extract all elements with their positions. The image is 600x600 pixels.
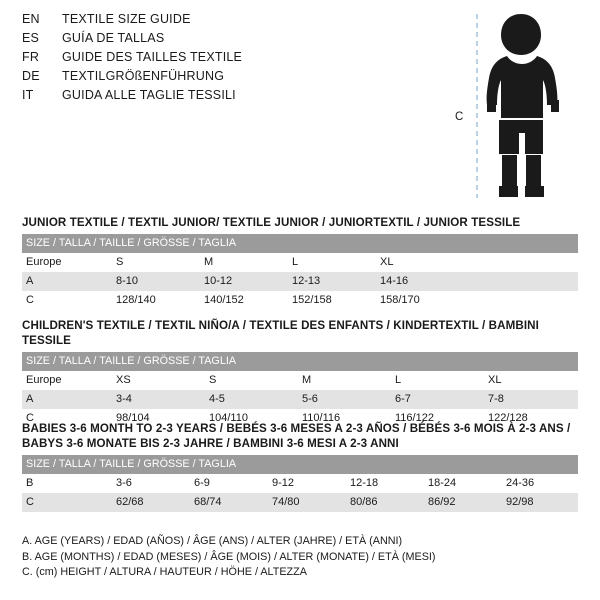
cell: S bbox=[205, 371, 298, 390]
cell: 122/128 bbox=[484, 409, 578, 428]
guide-title: GUIDE DES TAILLES TEXTILE bbox=[62, 50, 243, 64]
cell: 110/116 bbox=[298, 409, 391, 428]
figure-area bbox=[455, 8, 590, 203]
table-header-row bbox=[22, 352, 578, 371]
cell: 74/80 bbox=[268, 493, 346, 512]
cell: 24-36 bbox=[502, 474, 578, 493]
row-key: Europe bbox=[22, 253, 112, 272]
language-code: FR bbox=[22, 50, 40, 64]
row-key: C bbox=[22, 493, 112, 512]
row-key: C bbox=[22, 409, 112, 428]
cell: 10-12 bbox=[200, 272, 288, 291]
legend-item-age-months: B. AGE (MONTHS) / EDAD (MESES) / ÂGE (MOIS) / ALTER (MONATE) / ETÀ (MESI) bbox=[22, 550, 436, 563]
cell: 92/98 bbox=[502, 493, 578, 512]
language-code: ES bbox=[22, 31, 40, 45]
row-key: Europe bbox=[22, 371, 112, 390]
cell: XL bbox=[484, 371, 578, 390]
row-key: A bbox=[22, 272, 112, 291]
cell: 80/86 bbox=[346, 493, 424, 512]
cell: 9-12 bbox=[268, 474, 346, 493]
cell: 62/68 bbox=[112, 493, 190, 512]
cell: M bbox=[298, 371, 391, 390]
cell: 86/92 bbox=[424, 493, 502, 512]
cell: 128/140 bbox=[112, 291, 200, 310]
cell-empty bbox=[464, 272, 578, 291]
cell: 6-9 bbox=[190, 474, 268, 493]
table-row bbox=[22, 474, 578, 493]
header-row bbox=[22, 12, 442, 31]
legend bbox=[22, 534, 578, 581]
table-row bbox=[22, 493, 578, 512]
height-dimension-label: C bbox=[455, 111, 464, 123]
cell: 6-7 bbox=[391, 390, 484, 409]
junior-size-table bbox=[22, 234, 578, 310]
cell: XS bbox=[112, 371, 205, 390]
table-row bbox=[22, 291, 578, 310]
cell: 12-18 bbox=[346, 474, 424, 493]
row-key: B bbox=[22, 474, 112, 493]
cell: XL bbox=[376, 253, 464, 272]
cell: L bbox=[288, 253, 376, 272]
section-title: JUNIOR TEXTILE / TEXTIL JUNIOR/ TEXTILE JUNIOR / JUNIORTEXTIL / JUNIOR TESSILE bbox=[22, 216, 521, 229]
guide-title: GUIDA ALLE TAGLIE TESSILI bbox=[62, 88, 236, 102]
table-header-row bbox=[22, 234, 578, 253]
size-header-label: SIZE / TALLA / TAILLE / GRÖSSE / TAGLIA bbox=[22, 352, 578, 371]
table-row bbox=[22, 253, 578, 272]
header-row bbox=[22, 31, 442, 50]
cell: 140/152 bbox=[200, 291, 288, 310]
header bbox=[22, 12, 442, 107]
cell: S bbox=[112, 253, 200, 272]
baby-silhouette-icon bbox=[455, 8, 590, 203]
cell: 18-24 bbox=[424, 474, 502, 493]
cell: 98/104 bbox=[112, 409, 205, 428]
guide-title: TEXTILE SIZE GUIDE bbox=[62, 12, 191, 26]
cell: 116/122 bbox=[391, 409, 484, 428]
section-junior-textile bbox=[22, 215, 578, 310]
section-title-line-1: BABIES 3-6 MONTH TO 2-3 YEARS / BEBÉS 3-6 MESES A 2-3 AÑOS / BÉBÉS 3-6 MOIS À 2-3 ANS / bbox=[22, 422, 571, 435]
language-code: EN bbox=[22, 12, 40, 26]
cell: M bbox=[200, 253, 288, 272]
header-row bbox=[22, 69, 442, 88]
cell-empty bbox=[464, 253, 578, 272]
section-babies-textile bbox=[22, 421, 578, 512]
cell: 68/74 bbox=[190, 493, 268, 512]
section-title: CHILDREN'S TEXTILE / TEXTIL NIÑO/A / TEXTILE DES ENFANTS / KINDERTEXTIL / BAMBINI TESSILE bbox=[22, 319, 539, 347]
cell: 14-16 bbox=[376, 272, 464, 291]
guide-title: TEXTILGRÖßENFÜHRUNG bbox=[62, 69, 225, 83]
cell: 3-6 bbox=[112, 474, 190, 493]
table-row bbox=[22, 390, 578, 409]
header-row bbox=[22, 50, 442, 69]
cell: 3-4 bbox=[112, 390, 205, 409]
cell: 158/170 bbox=[376, 291, 464, 310]
cell: 7-8 bbox=[484, 390, 578, 409]
size-header-label: SIZE / TALLA / TAILLE / GRÖSSE / TAGLIA bbox=[22, 455, 578, 474]
children-size-table bbox=[22, 352, 578, 428]
cell: 152/158 bbox=[288, 291, 376, 310]
table-header-row bbox=[22, 455, 578, 474]
legend-item-height: C. (cm) HEIGHT / ALTURA / HAUTEUR / HÖHE / ALTEZZA bbox=[22, 566, 307, 578]
language-code: DE bbox=[22, 69, 40, 83]
table-row bbox=[22, 371, 578, 390]
header-row bbox=[22, 88, 442, 107]
size-header-label: SIZE / TALLA / TAILLE / GRÖSSE / TAGLIA bbox=[22, 234, 578, 253]
language-code: IT bbox=[22, 88, 34, 102]
cell: 8-10 bbox=[112, 272, 200, 291]
babies-size-table bbox=[22, 455, 578, 512]
row-key: C bbox=[22, 291, 112, 310]
cell: L bbox=[391, 371, 484, 390]
legend-item-age-years: A. AGE (YEARS) / EDAD (AÑOS) / ÂGE (ANS) / ALTER (JAHRE) / ETÀ (ANNI) bbox=[22, 535, 403, 547]
cell: 104/110 bbox=[205, 409, 298, 428]
cell: 5-6 bbox=[298, 390, 391, 409]
section-childrens-textile bbox=[22, 318, 578, 428]
cell-empty bbox=[464, 291, 578, 310]
cell: 12-13 bbox=[288, 272, 376, 291]
cell: 4-5 bbox=[205, 390, 298, 409]
guide-title: GUÍA DE TALLAS bbox=[62, 31, 165, 45]
section-title-line-2: BABYS 3-6 MONATE BIS 2-3 JAHRE / BAMBINI 3-6 MESI A 2-3 ANNI bbox=[22, 437, 399, 450]
table-row bbox=[22, 272, 578, 291]
row-key: A bbox=[22, 390, 112, 409]
